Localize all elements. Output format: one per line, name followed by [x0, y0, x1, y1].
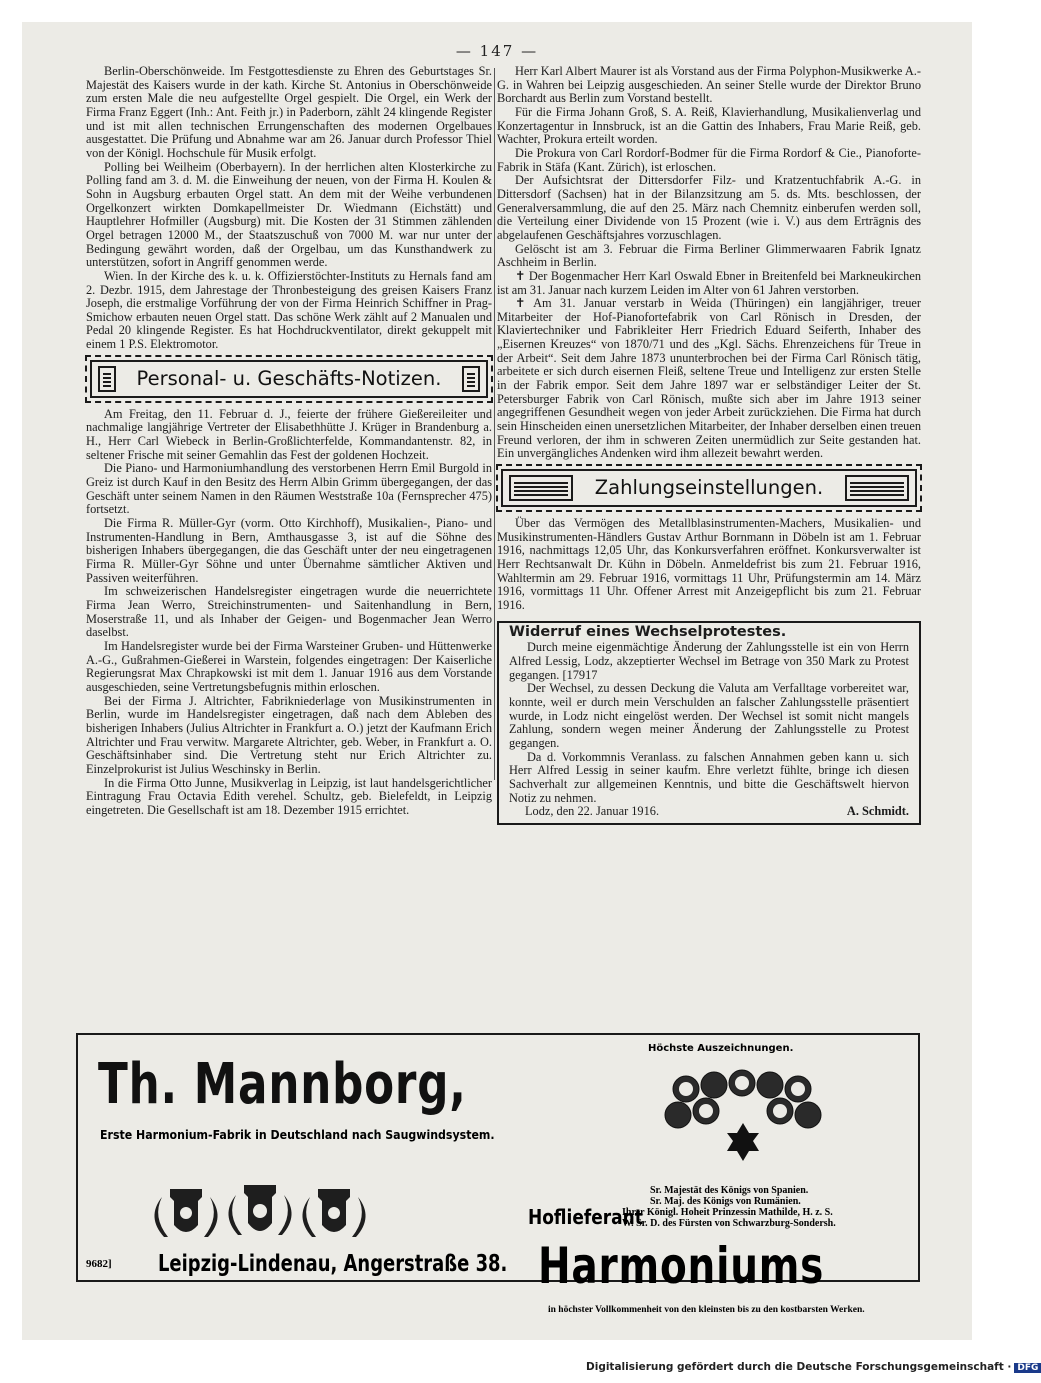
ad-number: 9682]: [86, 1258, 112, 1270]
right-column: [497, 65, 921, 825]
notice-paragraph: Im Handelsregister wurde bei der Firma Warsteiner Gruben- und Hüttenwerke A.-G., Gußrahmen-Gießerei in Warstein, folgendes eingetragen: Der Kaiserliche Regierungsrat Max Chrapkowski ist mit dem 1. Januar 1916 aus dem Vorstande ausgeschieden, seine Vertretungsbefugnis mithin erloschen.: [86, 638, 492, 694]
dfg-logo: DFG: [1014, 1363, 1041, 1373]
obituary-paragraph: ✝ Der Bogenmacher Herr Karl Oswald Ebner in Breitenfeld bei Markneukirchen ist am 31. Januar nach kurzem Leiden im Alter von 61 Jahren verstorben.: [497, 268, 921, 297]
ad-royal-entry: Ihrer Königl. Hoheit Prinzessin Mathilde, H. z. S.: [622, 1207, 833, 1218]
protest-notice-paragraph: Der Wechsel, zu dessen Deckung die Valuta am Verfalltage vorbereitet war, konnte, weil er durch mein Verschulden an falscher Zahlungsstelle präsentiert wurde, in Lodz nicht eingelöst werden. Der Wechsel ist somit nicht mangels Zahlung, sondern wegen meiner Änderung der Zahlungsstelle zu Protest gegangen.: [509, 681, 909, 750]
notice-paragraph: In die Firma Otto Junne, Musikverlag in Leipzig, ist laut handelsgerichtlicher Eintragung Frau Octavia Edith verehel. Schultz, geb. Bielefeldt, in Leipzig eingetreten. Die Gesellschaft ist am 18. Dezember 1915 errichtet.: [86, 775, 492, 817]
ornament-icon: [845, 475, 909, 501]
footer-text: Digitalisierung gefördert durch die Deutsche Forschungsgemeinschaft ·: [586, 1361, 1012, 1373]
column-separator: [494, 68, 495, 780]
section-heading-zahlung: Zahlungseinstellungen.: [594, 476, 824, 500]
scanned-page: [22, 22, 972, 1340]
ornament-icon: [509, 475, 573, 501]
footer: [586, 1361, 1041, 1373]
ad-purveyor: Hoflieferant: [528, 1205, 643, 1229]
notice-paragraph: Die Firma R. Müller-Gyr (vorm. Otto Kirchhoff), Musikalien-, Piano- und Instrumenten-Handlung in Bern, Amthausgasse 3, ist auf die Söhne des bisherigen Inhabers übergegangen, die das Geschäft unter der neu eingetragenen Firma R. Müller-Gyr Söhne und unter Übernahme sämtlicher Aktiven und Passiven weiterführen.: [86, 516, 492, 585]
article-paragraph: Polling bei Weilheim (Oberbayern). In der herrlichen alten Klosterkirche zu Polling fand am 3. d. M. die Einweihung der neuen, von der Firma H. Koulen & Sohn in Augsburg erbauten Orgel statt. An dem mit der Weihe verbundenen Orgelkonzert wirkten Domkapellmeister Dr. Wiedmann (Eichstätt) und Hauptlehrer Hofmiller (Augsburg) mit. Die Kosten der 31 Stimmen zählenden Orgel betragen 12000 M., der Staatszuschuß von 7000 M. war nur unter der Bedingung gewährt worden, daß der Orgelbau, um das Kunsthandwerk zu unterstützen, sofort in Angriff genommen werde.: [86, 159, 492, 270]
ad-awards-title: Höchste Auszeichnungen.: [648, 1043, 794, 1054]
ad-product: Harmoniums: [538, 1237, 825, 1295]
article-paragraph: Gelöscht ist am 3. Februar die Firma Berliner Glimmerwaaren Fabrik Ignatz Aschheim in Berlin.: [497, 241, 921, 270]
article-paragraph: Wien. In der Kirche des k. u. k. Offizierstöchter-Instituts zu Hernals fand am 2. Dezbr. 1915, dem Jahrestage der Thronbesteigung des greisen Kaisers Franz Joseph, die erstmalige Vorführung der von der Firma Heinrich Schiffner in Prag-Smichow erbauten neuen Orgel statt. Das schöne Werk zählt auf 2 Manualen und Pedal 20 klingende Register. Es hat Hochdruckventilator, direkt gekuppelt mit einem 1 P.S. Elektromotor.: [86, 268, 492, 352]
protest-notice-paragraph: Durch meine eigenmächtige Änderung der Zahlungsstelle ist ein von Herrn Alfred Lessig, Lodz, akzeptierter Wechsel im Betrage von 350 Mark zu Protest gegangen. [17917: [509, 640, 909, 682]
protest-notice-signature-row: [509, 805, 909, 819]
article-paragraph: Herr Karl Albert Maurer ist als Vorstand aus der Firma Polyphon-Musikwerke A.-G. in Wahren bei Leipzig ausgeschieden. An seiner Stelle wurde der Direktor Bruno Borchardt aus Berlin zum Vorstand bestellt.: [497, 64, 921, 106]
page-number: — 147 —: [455, 42, 539, 60]
notice-paragraph: Am Freitag, den 11. Februar d. J., feierte der frühere Gießereileiter und nachmalige langjährige Vertreter der Elisabethhütte J. Krüger in Brandenburg a. H., Herr Carl Wiebeck in Berlin-Großlichterfelde, Kommandantenstr. 82, in seltener Frische mit seiner Gemahlin das Fest der goldenen Hochzeit.: [86, 406, 492, 462]
protest-notice-title: Widerruf eines Wechselprotestes.: [509, 623, 787, 640]
left-column: [86, 65, 492, 817]
ad-tagline: in höchster Vollkommenheit von den kleinsten bis zu den kostbarsten Werken.: [548, 1305, 865, 1315]
section-heading-box-personal: [90, 360, 488, 398]
protest-notice-box: [497, 621, 921, 825]
place-date: Lodz, den 22. Januar 1916.: [525, 804, 660, 819]
ad-company-name: Th. Mannborg,: [98, 1052, 467, 1117]
article-paragraph: Der Aufsichtsrat der Dittersdorfer Filz- und Kratzentuchfabrik A.-G. in Dittersdorf (Sachsen) hat in der Bilanzsitzung am 5. ds. Mts. beschlossen, der Generalversammlung, die auf den 25. März nach Chemnitz einberufen werden soll, die Verteilung einer Dividende von 15 Prozent (wie i. V.) aus dem Ertrāgnis des abgelaufenen Geschäftsjahres vorzuschlagen.: [497, 173, 921, 242]
ornament-icon: [462, 366, 480, 392]
notice-paragraph: Die Piano- und Harmoniumhandlung des verstorbenen Herrn Emil Burgold in Greiz ist durch Kauf in den Besitz des Herrn Albin Grimm übergegangen, der das Geschäft unter seinem Namen in den Räumen Weststraße 10a (Fernsprecher 475) fortsetzt.: [86, 461, 492, 517]
ad-subtitle: Erste Harmonium-Fabrik in Deutschland nach Saugwindsystem.: [100, 1127, 495, 1142]
signature: A. Schmidt.: [846, 804, 909, 819]
obituary-paragraph: ✝ Am 31. Januar verstarb in Weida (Thüringen) ein langjähriger, treuer Mitarbeiter der Hof-Pianofortefabrik von Carl Rönisch in Dresden, der Klaviertechniker und Fabrikleiter Herr Friedrich Eduard Seiferth, Inhaber des „Eisernen Kreuzes“ von 1870/71 und des „Kgl. Sächs. Ehrenzeichens für Treue in der Arbeit“. Seit dem Jahre 1873 ununterbrochen bei der Firma Carl Rönisch tätig, arbeitete er sich durch eisernen Fleiß, seltene Treue und Intelligenz zur ersten Stelle in der Fabrik empor. Seit dem Jahre 1897 war er selbständiger Leiter der St. Petersburger Fabrik von Carl Rönisch, mußte sich aber im Jahre 1913 seiner angegriffenen Gesundheit wegen von jeder Arbeit zurückziehen. Die Firma hat durch sein Hinscheiden einen unersetzlichen Mitarbeiter, der Inhaber derselben einen treuen Freund verloren, der ihm in schweren Zeiten unermüdlich zur Seite gestanden hat. Ein unvergängliches Andenken wird ihm allezeit bewahrt werden.: [497, 296, 921, 461]
ad-royal-list: [622, 1185, 836, 1229]
ad-royal-entry: Sr. Maj. des Königs von Rumänien.: [650, 1196, 801, 1207]
section-heading-box-zahlung: [501, 469, 917, 507]
mannborg-advertisement: [76, 1033, 920, 1315]
ad-address: Leipzig-Lindenau, Angerstraße 38.: [158, 1251, 508, 1277]
notice-paragraph: Im schweizerischen Handelsregister eingetragen wurde die neuerrichtete Firma Jean Werro, Streichinstrumenten- und Saitenhandlung in Bern, Moserstraße 11, und als Inhaber der Geigen- und Bogenmacher Jean Werro daselbst.: [86, 584, 492, 640]
ad-royal-entry: W. Sr. D. des Fürsten von Schwarzburg-Sondersh.: [622, 1218, 836, 1229]
ad-royal-entry: Sr. Majestät des Königs von Spanien.: [650, 1185, 809, 1196]
article-paragraph: Berlin-Oberschönweide. Im Festgottesdienste zu Ehren des Geburtstages Sr. Majestät des Kaisers wurde in der kath. Kirche St. Antonius in Oberschönweide zum ersten Male die neu aufgestellte Orgel gespielt. Die Orgel, ein Werk der Firma Franz Eggert (Inh.: Ant. Feith jr.) in Paderborn, zählt 24 klingende Register und ist mit allen technischen Errungenschaften des modernen Orgelbaues ausgestattet. Die Prüfung und Abnahme war am 26. Januar durch Professor Thiel von der Königl. Hochschule für Musik erfolgt.: [86, 64, 492, 160]
section-heading-personal: Personal- u. Geschäfts-Notizen.: [136, 366, 442, 390]
notice-paragraph: Bei der Firma J. Altrichter, Fabrikniederlage von Musikinstrumenten in Berlin, wurde im Handelsregister eingetragen, daß nach dem Ableben des bisherigen Inhabers (Julius Altrichter in Frankfurt a. O.) jetzt der Kaufmann Erich Altrichter und Frau verwitw. Margarete Altrichter, geb. Weber, in Frankfurt a. O. Geschäftsinhaber sind. Die Vertretung steht nur Erich Altrichter zu. Einzelprokurist ist Julius Weschinsky in Berlin.: [86, 693, 492, 776]
bankruptcy-paragraph: Über das Vermögen des Metallblasinstrumenten-Machers, Musikalien- und Musikinstrumenten-Händlers Gustav Arthur Bornmann in Döbeln ist am 1. Februar 1916, nachmittags 12,05 Uhr, das Konkursverfahren eröffnet. Konkursverwalter ist Herr Rechtsanwalt Dr. Kühn in Döbeln. Anmeldefrist bis zum 21. Februar 1916, Wahltermin am 29. Februar 1916, vormittags 11 Uhr, Prüfungstermin am 14. März 1916, vormittags 11 Uhr. Offener Arrest mit Anzeigepflicht bis zum 21. Februar 1916.: [497, 516, 921, 612]
ornament-icon: [98, 366, 116, 392]
article-paragraph: Für die Firma Johann Groß, S. A. Reiß, Klavierhandlung, Musikalienverlag und Konzertagentur in Innsbruck, ist an die Gattin des Inhabers, Frau Marie Reiß, geb. Wachter, Prokura erteilt worden.: [497, 104, 921, 147]
award-medals-icon: [648, 1067, 848, 1165]
protest-notice-paragraph: Da d. Vorkommnis Veranlass. zu falschen Annahmen geben kann u. sich Herr Alfred Lessig in seiner kaufm. Ehre verletzt fühlte, bringe ich diesen Sachverhalt zur allgemeinen Kenntnis, und bitte die Geschäftswelt hiervon Notiz zu nehmen.: [509, 749, 909, 805]
royal-crests-icon: [148, 1175, 368, 1247]
article-paragraph: Die Prokura von Carl Rordorf-Bodmer für die Firma Rordorf & Cie., Pianoforte-Fabrik in Stäfa (Kant. Zürich), ist erloschen.: [497, 145, 921, 174]
